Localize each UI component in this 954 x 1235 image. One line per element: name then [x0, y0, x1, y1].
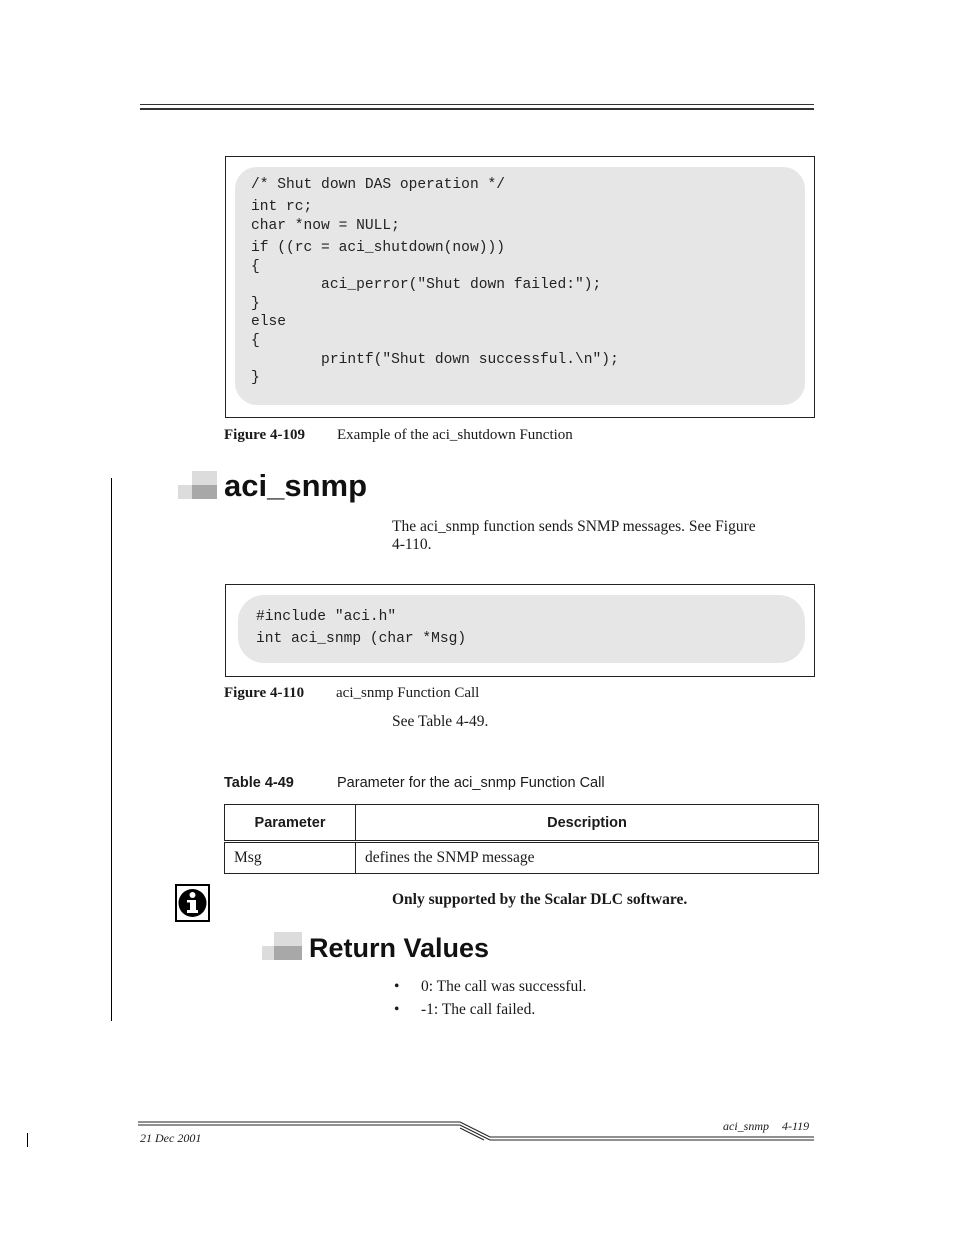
code-line: int rc;	[251, 199, 313, 215]
code-line: /* Shut down DAS operation */	[251, 177, 505, 193]
list-item-text: -1: The call failed.	[421, 1001, 536, 1018]
column-header-description: Description	[356, 805, 819, 842]
figure-caption-text: aci_snmp Function Call	[336, 685, 480, 701]
table-caption	[224, 775, 605, 791]
code-line: else	[251, 314, 287, 330]
footer-section-name: aci_snmp	[723, 1119, 769, 1133]
figure-label: Figure 4-109	[224, 427, 305, 443]
code-line: int aci_snmp (char *Msg)	[256, 631, 467, 647]
code-box-figure-109	[225, 156, 815, 418]
code-block	[238, 595, 805, 663]
table-caption-text: Parameter for the aci_snmp Function Call	[337, 775, 605, 791]
header-rule-thick	[140, 108, 814, 110]
heading-marker-icon	[262, 932, 302, 962]
figure-caption-110	[224, 685, 480, 702]
code-line: }	[251, 296, 260, 312]
table-label: Table 4-49	[224, 775, 294, 791]
figure-caption-text: Example of the aci_shutdown Function	[337, 427, 573, 443]
footer-page-info	[723, 1119, 809, 1134]
code-line: if ((rc = aci_shutdown(now)))	[251, 240, 505, 256]
figure-caption-109	[224, 427, 573, 444]
code-line: aci_perror("Shut down failed:");	[251, 277, 602, 293]
code-line: #include "aci.h"	[256, 609, 397, 625]
table-cell-parameter: Msg	[225, 842, 356, 874]
change-bar	[27, 1133, 28, 1147]
bullet-glyph: •	[394, 978, 400, 995]
change-bar	[111, 478, 112, 1021]
section-title: aci_snmp	[224, 468, 368, 503]
figure-label: Figure 4-110	[224, 685, 305, 701]
code-box-figure-110	[225, 584, 815, 677]
heading-marker-icon	[178, 471, 218, 501]
bullet-glyph: •	[394, 1001, 400, 1018]
page-number: 4-119	[782, 1119, 810, 1133]
footer-rule	[138, 1118, 816, 1144]
header-rule	[140, 104, 814, 105]
footer-date: 21 Dec 2001	[140, 1131, 202, 1145]
list-item-text: 0: The call was successful.	[421, 978, 587, 995]
section-intro: The aci_snmp function sends SNMP messages. See Figure 4-110.	[392, 518, 756, 553]
table-cell-description: defines the SNMP message	[356, 842, 819, 874]
info-icon	[175, 884, 210, 922]
note-text: Only supported by the Scalar DLC software.	[392, 891, 688, 908]
code-line: char *now = NULL;	[251, 218, 400, 234]
code-line: {	[251, 259, 260, 275]
code-line: }	[251, 370, 260, 386]
table-row	[225, 842, 819, 874]
table-header-row	[225, 805, 819, 842]
code-line: {	[251, 333, 260, 349]
return-values-title: Return Values	[309, 933, 490, 963]
parameter-table	[224, 804, 819, 874]
code-line: printf("Shut down successful.\n");	[251, 352, 619, 368]
column-header-parameter: Parameter	[225, 805, 356, 842]
see-table-text: See Table 4-49.	[392, 713, 489, 730]
